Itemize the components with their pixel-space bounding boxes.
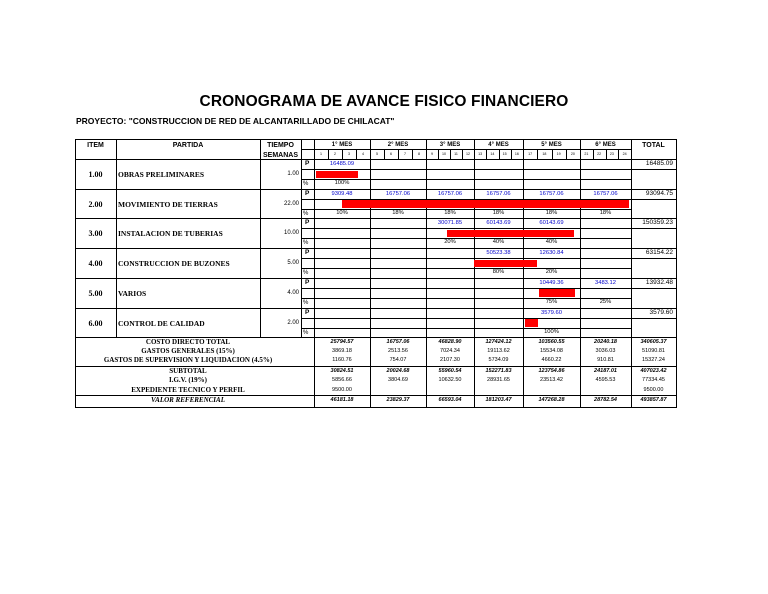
monthly-amount: 60143.69 — [539, 220, 564, 227]
summary-month-value: 1160.76 — [332, 357, 352, 363]
progress-bar — [474, 260, 537, 268]
row-line — [75, 308, 676, 309]
item-total: 16485.09 — [645, 160, 673, 167]
item-total: 3579.60 — [649, 308, 673, 316]
partida-name: VARIOS — [118, 288, 147, 298]
row-line — [75, 189, 676, 190]
summary-label: I.G.V. (19%) — [169, 376, 207, 384]
header-tiempo: TIEMPO — [267, 142, 294, 149]
summary-month-value: 28782.54 — [594, 397, 617, 403]
item-number: 3.00 — [88, 229, 103, 239]
summary-label: VALOR REFERENCIAL — [151, 396, 225, 404]
summary-month-value: 5856.66 — [332, 377, 352, 383]
pct-label: % — [303, 329, 309, 336]
pct-label: % — [303, 270, 309, 277]
pct-label: % — [303, 240, 309, 247]
monthly-percent: 20% — [545, 269, 558, 276]
header-partida: PARTIDA — [172, 142, 204, 149]
summary-month-value: 910.81 — [597, 357, 614, 363]
summary-month-value: 46181.18 — [330, 397, 354, 403]
progress-bar — [316, 171, 358, 179]
sub-row-line — [301, 209, 631, 210]
row-line — [75, 248, 676, 249]
header-mid-line — [301, 149, 631, 150]
month-line — [631, 139, 632, 407]
summary-total: 9500.00 — [643, 387, 664, 393]
duration-weeks: 5.00 — [287, 260, 299, 267]
header-bottom-line — [75, 159, 676, 160]
monthly-amount: 3579.60 — [541, 309, 562, 316]
monthly-percent: 40% — [545, 239, 558, 246]
item-total: 63154.22 — [645, 249, 673, 257]
monthly-amount: 16757.06 — [593, 190, 618, 197]
week-number: 14 — [490, 152, 495, 156]
row-line — [75, 218, 676, 219]
summary-month-value: 7024.34 — [440, 348, 460, 354]
sub-row-line — [301, 179, 631, 180]
monthly-percent: 18% — [444, 209, 456, 216]
monthly-amount: 30071.85 — [437, 220, 463, 227]
week-number: 9 — [431, 152, 433, 156]
duration-weeks: 22.00 — [283, 200, 299, 207]
header-month: 3° MES — [439, 142, 461, 148]
sub-row-line — [301, 298, 631, 299]
summary-month-value: 30824.51 — [330, 368, 354, 374]
summary-total: 77334.45 — [642, 377, 665, 383]
summary-month-value: 4660.22 — [541, 357, 562, 363]
week-number: 20 — [570, 152, 575, 156]
progress-bar — [447, 230, 574, 238]
summary-month-value: 28931.65 — [487, 377, 510, 383]
partida-name: OBRAS PRELIMINARES — [118, 170, 205, 179]
partida-name: CONSTRUCCION DE BUZONES — [118, 259, 230, 269]
summary-month-value: 20024.68 — [386, 368, 410, 374]
week-number: 18 — [542, 152, 547, 156]
week-number: 22 — [597, 152, 602, 156]
summary-total: 15327.24 — [642, 357, 665, 363]
monthly-amount: 16485.09 — [329, 161, 355, 167]
partida-name: MOVIMIENTO DE TIERRAS — [118, 199, 218, 209]
week-number: 23 — [609, 152, 614, 156]
summary-month-value: 103560.55 — [538, 339, 565, 345]
table-border-bottom — [75, 407, 676, 408]
summary-month-value: 24187.01 — [594, 368, 617, 374]
summary-total: 407023.42 — [640, 368, 667, 374]
monthly-percent: 80% — [492, 269, 505, 276]
header-total: TOTAL — [642, 142, 665, 149]
duration-weeks: 2.00 — [287, 319, 299, 326]
pct-label: % — [303, 181, 309, 187]
monthly-amount: 16757.06 — [437, 190, 463, 197]
monthly-amount: 16757.06 — [385, 190, 411, 197]
monthly-percent: 18% — [392, 209, 404, 216]
p-label: P — [305, 278, 310, 286]
p-label: P — [305, 219, 310, 227]
summary-month-value: 147268.28 — [538, 397, 565, 403]
sub-row-line — [301, 318, 676, 319]
summary-month-value: 2107.30 — [440, 357, 460, 363]
progress-bar — [342, 200, 629, 208]
week-number: 7 — [404, 152, 406, 156]
p-label: P — [305, 249, 310, 257]
summary-month-value: 2513.56 — [388, 348, 408, 354]
page-title: CRONOGRAMA DE AVANCE FISICO FINANCIERO — [199, 93, 569, 110]
monthly-amount: 16757.06 — [486, 190, 511, 197]
partida-name: CONTROL DE CALIDAD — [118, 318, 205, 328]
duration-weeks: 1.00 — [287, 171, 299, 177]
monthly-amount: 9309.48 — [331, 190, 353, 197]
table-border-left — [75, 139, 76, 407]
summary-month-value: 9500.00 — [332, 387, 352, 393]
p-label: P — [305, 160, 310, 167]
row-line — [75, 278, 676, 279]
item-number: 2.00 — [88, 199, 103, 209]
header-month: 4° MES — [488, 142, 509, 148]
summary-total: 493857.87 — [640, 397, 667, 403]
monthly-percent: 100% — [334, 180, 350, 186]
monthly-amount: 60143.69 — [486, 220, 511, 227]
week-number: 17 — [528, 152, 533, 156]
week-number: 24 — [622, 152, 627, 156]
week-number: 16 — [514, 152, 519, 156]
monthly-amount: 50523.38 — [486, 250, 511, 257]
summary-month-value: 3804.69 — [388, 377, 408, 383]
header-semanas: SEMANAS — [262, 152, 298, 159]
week-number: 21 — [584, 152, 589, 156]
summary-month-value: 4595.53 — [595, 377, 616, 383]
summary-month-value: 127424.12 — [485, 339, 512, 345]
week-number: 11 — [454, 152, 458, 156]
summary-month-value: 55960.54 — [438, 368, 462, 374]
summary-month-value: 3869.18 — [332, 348, 352, 354]
summary-month-value: 123754.86 — [538, 368, 565, 374]
summary-label: COSTO DIRECTO TOTAL — [145, 338, 231, 346]
summary-month-value: 19113.62 — [487, 348, 510, 354]
week-number: 4 — [362, 152, 364, 156]
summary-month-value: 66593.04 — [438, 397, 462, 403]
week-number: 13 — [478, 152, 483, 156]
summary-month-value: 5734.09 — [488, 357, 509, 363]
summary-month-value: 23513.42 — [540, 377, 563, 383]
p-label: P — [305, 308, 310, 316]
week-number: 12 — [466, 152, 470, 156]
duration-weeks: 4.00 — [287, 289, 299, 296]
summary-label: EXPEDIENTE TECNICO Y PERFIL — [131, 386, 245, 394]
sub-row-line — [301, 328, 631, 329]
summary-month-value: 46828.90 — [438, 339, 462, 345]
duration-weeks: 10.00 — [283, 230, 299, 237]
monthly-percent: 100% — [544, 328, 559, 335]
p-label: P — [305, 189, 310, 197]
monthly-percent: 18% — [599, 209, 612, 216]
week-number: 15 — [502, 152, 507, 156]
monthly-amount: 12630.84 — [539, 250, 564, 257]
partida-name: INSTALACION DE TUBERIAS — [118, 229, 223, 239]
summary-label: GASTOS DE SUPERVISION Y LIQUIDACION (4.5%) — [103, 356, 273, 364]
sub-row-line — [301, 258, 676, 259]
summary-month-value: 20240.18 — [594, 339, 617, 345]
header-month: 6° MES — [595, 142, 616, 148]
monthly-percent: 75% — [545, 298, 558, 305]
summary-total: 51090.81 — [642, 348, 665, 354]
item-total: 13932.48 — [645, 278, 673, 286]
monthly-percent: 25% — [599, 298, 612, 305]
item-number: 4.00 — [88, 259, 103, 269]
header-item: ITEM — [87, 142, 104, 149]
summary-total: 340605.37 — [640, 339, 667, 345]
summary-label: GASTOS GENERALES (15%) — [141, 347, 235, 355]
summary-month-value: 181203.47 — [485, 397, 512, 403]
sub-row-line — [301, 199, 676, 200]
summary-month-value: 754.07 — [389, 357, 407, 363]
header-month: 1° MES — [331, 142, 353, 148]
summary-month-value: 25794.57 — [330, 339, 354, 345]
summary-label: SUBTOTAL — [169, 367, 207, 375]
summary-month-value: 15534.08 — [540, 348, 563, 354]
week-number: 10 — [442, 152, 446, 156]
item-total: 93094.75 — [645, 189, 673, 197]
header-month: 2° MES — [387, 142, 409, 148]
summary-month-value: 3036.03 — [595, 348, 616, 354]
summary-month-value: 16757.06 — [386, 339, 410, 345]
monthly-percent: 20% — [444, 239, 456, 246]
monthly-percent: 10% — [336, 209, 348, 216]
sub-row-line — [301, 268, 631, 269]
item-total: 150359.23 — [642, 219, 673, 227]
sub-row-line — [301, 288, 676, 289]
week-number: 1 — [320, 152, 322, 156]
monthly-amount: 10449.36 — [539, 279, 564, 286]
monthly-amount: 16757.06 — [539, 190, 564, 197]
week-number: 8 — [418, 152, 420, 156]
week-number: 5 — [376, 152, 378, 156]
summary-month-value: 152271.83 — [485, 368, 512, 374]
item-number: 6.00 — [88, 318, 103, 328]
summary-month-value: 23829.37 — [386, 397, 410, 403]
monthly-amount: 3483.12 — [595, 279, 616, 286]
sub-row-line — [301, 228, 676, 229]
table-border-right — [676, 139, 677, 408]
pct-label: % — [303, 210, 309, 217]
item-number: 1.00 — [88, 170, 103, 179]
week-number: 6 — [390, 152, 392, 156]
week-number: 3 — [348, 152, 350, 156]
sub-row-line — [301, 238, 631, 239]
monthly-percent: 18% — [545, 209, 558, 216]
monthly-percent: 40% — [492, 239, 505, 246]
summary-month-value: 10632.50 — [438, 377, 462, 383]
pct-label: % — [303, 299, 309, 306]
sub-row-line — [301, 169, 676, 170]
week-number: 2 — [334, 152, 336, 156]
project-name: PROYECTO: "CONSTRUCCION DE RED DE ALCANTARILLADO DE CHILACAT" — [76, 116, 395, 126]
summary-divider — [75, 366, 676, 367]
item-number: 5.00 — [88, 288, 103, 298]
progress-bar — [525, 319, 538, 327]
table-border-top — [75, 139, 676, 140]
monthly-percent: 18% — [492, 209, 505, 216]
header-month: 5° MES — [541, 142, 562, 148]
progress-bar — [539, 289, 575, 297]
week-number: 19 — [556, 152, 561, 156]
